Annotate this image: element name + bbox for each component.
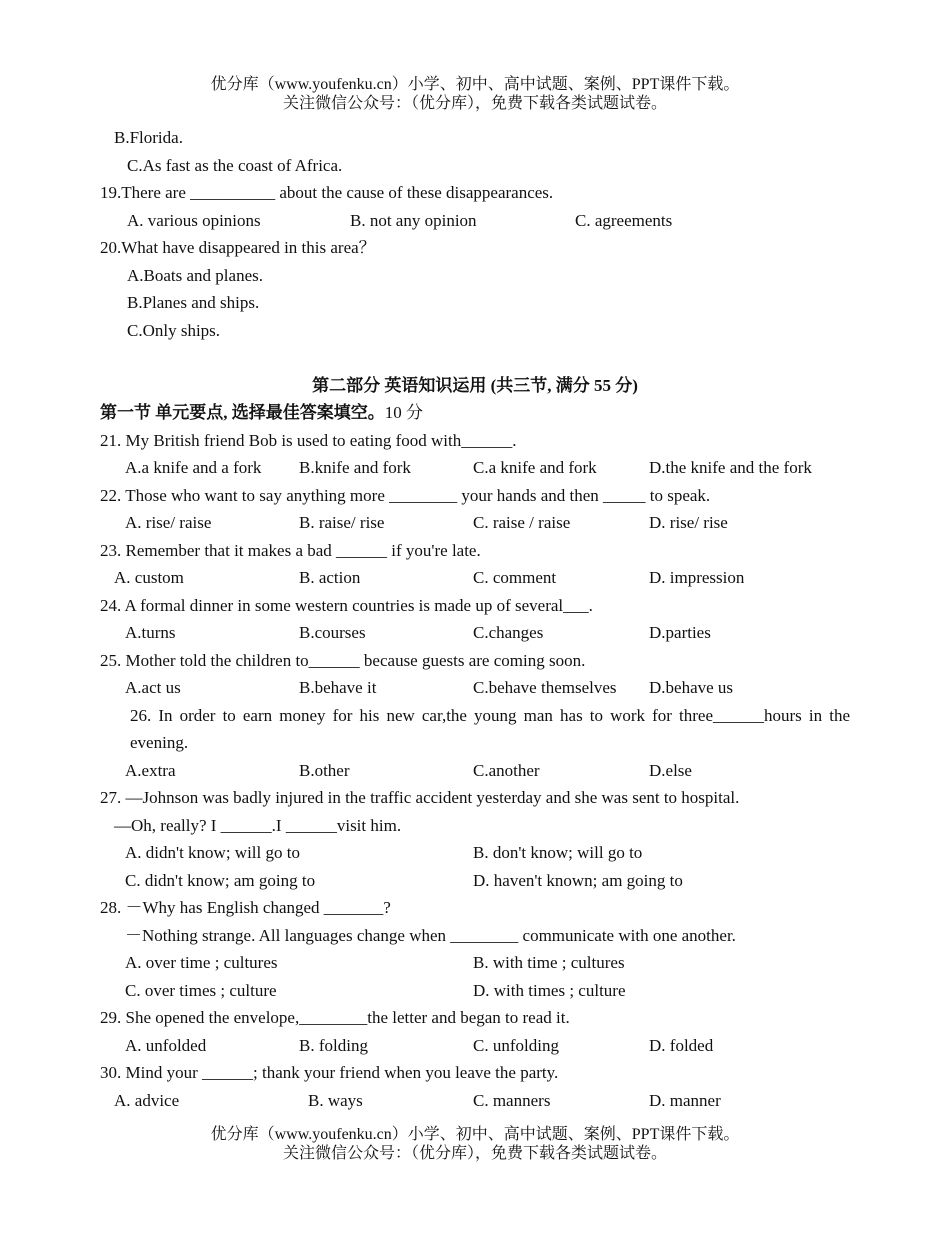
option-c: C. comment xyxy=(473,568,557,587)
option-line xyxy=(0,152,950,180)
spacer xyxy=(0,344,950,372)
question-29-options xyxy=(0,1032,950,1060)
question-24 xyxy=(0,592,950,620)
option-c: C.Only ships. xyxy=(127,320,221,340)
option-c: C.a knife and fork xyxy=(473,458,597,477)
option-d: D. rise/ rise xyxy=(649,513,728,532)
option-line xyxy=(0,289,950,317)
option-a: A.a knife and a fork xyxy=(125,458,262,477)
option-b: B.other xyxy=(299,760,350,780)
option-b: B. don't know; will go to xyxy=(473,843,643,862)
question-21-options xyxy=(0,454,950,482)
question-22 xyxy=(0,482,950,510)
option-b: B. with time ; cultures xyxy=(473,953,625,972)
option-c: C.changes xyxy=(473,623,544,642)
option-b: B.Planes and ships. xyxy=(127,293,260,312)
page-header xyxy=(0,75,950,113)
question-stem: 23. Remember that it makes a bad ______ if you're late. xyxy=(100,540,481,560)
option-a: A. unfolded xyxy=(125,1035,207,1055)
header-line-1: 优分库（www.youfenku.cn）小学、初中、高中试题、案例、PPT课件下载。 xyxy=(210,76,740,93)
question-stem-reply: －Nothing strange. All languages change when ________ communicate with one another. xyxy=(125,925,736,945)
question-23-options xyxy=(0,564,950,592)
option-d: D.behave us xyxy=(649,678,734,697)
option-c: C.As fast as the coast of Africa. xyxy=(127,155,343,175)
option-a: A.act us xyxy=(125,678,181,697)
question-25-options xyxy=(0,674,950,702)
question-21 xyxy=(0,427,950,455)
option-a: A.turns xyxy=(125,623,176,642)
question-stem: 25. Mother told the children to______ because guests are coming soon. xyxy=(100,650,586,670)
option-d: D.else xyxy=(649,760,692,780)
option-b: B. raise/ rise xyxy=(299,513,385,532)
part-2-title: 第二部分 英语知识运用 (共三节, 满分 55 分) xyxy=(312,375,638,395)
option-a: A. advice xyxy=(114,1090,180,1110)
exam-content xyxy=(0,124,950,1114)
question-stem: 27. —Johnson was badly injured in the traffic accident yesterday and she was sent to hospital. xyxy=(100,788,740,807)
option-b: B.Florida. xyxy=(114,128,183,147)
question-19 xyxy=(0,179,950,207)
section-score: 10 分 xyxy=(384,403,423,422)
option-c: C. didn't know; am going to xyxy=(125,870,316,890)
question-20 xyxy=(0,234,950,262)
question-26-options xyxy=(0,757,950,785)
question-30 xyxy=(0,1059,950,1087)
option-b: B.courses xyxy=(299,623,366,642)
option-c: C.behave themselves xyxy=(473,678,617,697)
question-27 xyxy=(0,784,950,812)
question-stem: 21. My British friend Bob is used to eating food with______. xyxy=(100,430,517,450)
question-stem: 28. －Why has English changed _______? xyxy=(100,898,391,917)
option-d: D. manner xyxy=(649,1090,721,1110)
question-25 xyxy=(0,647,950,675)
option-b: B. action xyxy=(299,568,361,587)
option-line xyxy=(0,317,950,345)
option-a: A. various opinions xyxy=(127,210,261,230)
option-d: D. with times ; culture xyxy=(473,980,626,1000)
question-stem: 30. Mind your ______; thank your friend when you leave the party. xyxy=(100,1063,559,1082)
question-29 xyxy=(0,1004,950,1032)
question-stem: 24. A formal dinner in some western countries is made up of several___. xyxy=(100,595,593,615)
option-c: C. manners xyxy=(473,1090,551,1110)
option-a: A.Boats and planes. xyxy=(127,265,263,285)
option-c: C.another xyxy=(473,760,540,780)
question-27-options-1 xyxy=(0,839,950,867)
option-line xyxy=(0,124,950,152)
question-stem: 22. Those who want to say anything more ________ your hands and then _____ to speak. xyxy=(100,485,711,505)
section-1-title xyxy=(0,399,950,427)
question-28-options-2 xyxy=(0,977,950,1005)
question-19-options xyxy=(0,207,950,235)
option-b: B.knife and fork xyxy=(299,458,411,477)
question-28-options-1 xyxy=(0,949,950,977)
option-d: D. haven't known; am going to xyxy=(473,870,683,890)
question-28-reply xyxy=(0,922,950,950)
question-stem: 29. She opened the envelope,________the letter and began to read it. xyxy=(100,1008,570,1027)
question-stem-reply: —Oh, really? I ______.I ______visit him. xyxy=(114,815,402,835)
option-b: B. folding xyxy=(299,1035,368,1055)
question-30-options xyxy=(0,1087,950,1115)
option-d: D.the knife and the fork xyxy=(649,458,812,477)
question-23 xyxy=(0,537,950,565)
option-a: A. over time ; cultures xyxy=(125,953,278,972)
option-line xyxy=(0,262,950,290)
section-title-text: 第一节 单元要点, 选择最佳答案填空。 xyxy=(100,403,385,422)
option-c: C. raise / raise xyxy=(473,513,571,532)
option-b: B. ways xyxy=(308,1090,363,1110)
option-d: D.parties xyxy=(649,623,711,642)
question-22-options xyxy=(0,509,950,537)
option-a: A. custom xyxy=(114,568,184,587)
page-footer xyxy=(0,1125,950,1163)
question-26: 26. In order to earn money for his new car,the young man has to work for three______hours in the evening. xyxy=(130,705,850,752)
option-c: C. unfolding xyxy=(473,1035,559,1055)
option-a: A. rise/ raise xyxy=(125,513,212,532)
question-27-options-2 xyxy=(0,867,950,895)
question-stem: 19.There are __________ about the cause of these disappearances. xyxy=(100,183,554,202)
option-a: A. didn't know; will go to xyxy=(125,843,300,862)
option-c: C. over times ; culture xyxy=(125,980,277,1000)
question-27-reply xyxy=(0,812,950,840)
option-b: B. not any opinion xyxy=(350,210,477,230)
footer-line-2: 关注微信公众号：（优分库），免费下载各类试题试卷。 xyxy=(282,1145,667,1162)
question-28 xyxy=(0,894,950,922)
question-stem: 20.What have disappeared in this area？ xyxy=(100,238,376,257)
option-a: A.extra xyxy=(125,760,176,780)
option-d: D. folded xyxy=(649,1035,714,1055)
header-line-2: 关注微信公众号：（优分库），免费下载各类试题试卷。 xyxy=(282,95,667,112)
option-c: C. agreements xyxy=(575,210,673,230)
option-b: B.behave it xyxy=(299,678,377,697)
footer-line-1: 优分库（www.youfenku.cn）小学、初中、高中试题、案例、PPT课件下载。 xyxy=(210,1126,740,1143)
question-24-options xyxy=(0,619,950,647)
option-d: D. impression xyxy=(649,568,745,587)
